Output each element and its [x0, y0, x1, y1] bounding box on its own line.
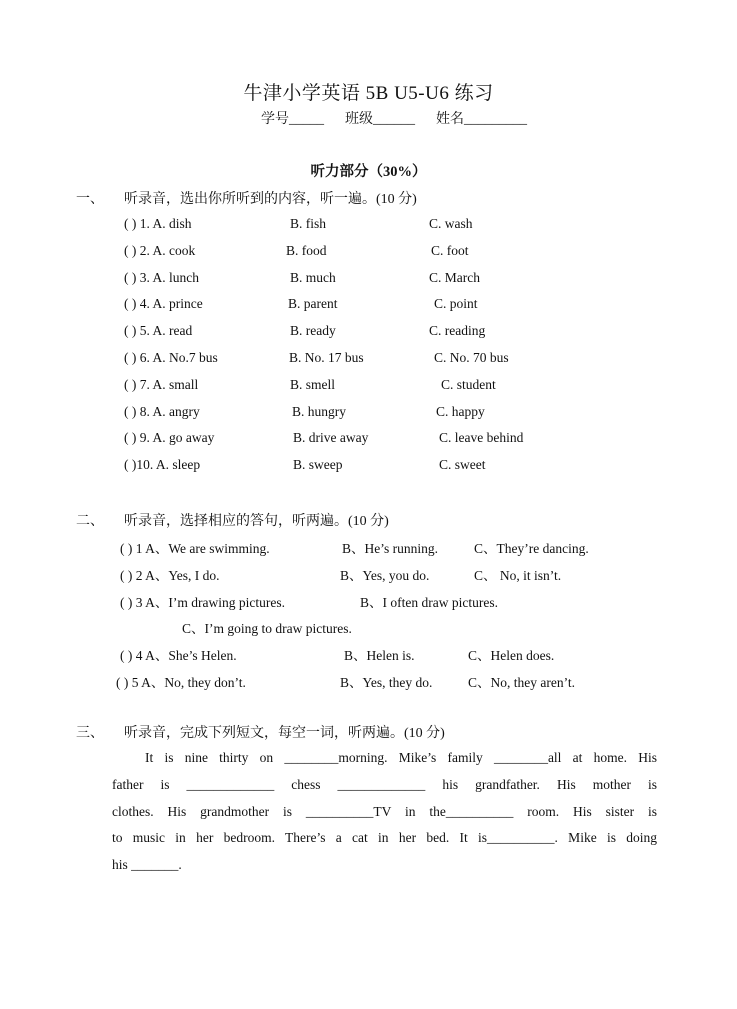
- question-option-c: C. wash: [429, 216, 473, 231]
- question-option-a: ( ) 3 A、I’m drawing pictures.: [120, 594, 285, 610]
- question-row: [0, 216, 737, 236]
- question-row: [0, 350, 737, 370]
- part3-instruction: 听录音，完成下列短文，每空一词，听两遍。(10 分): [124, 726, 445, 741]
- part3-number: 三、: [76, 726, 104, 741]
- passage-line: clothes. His grandmother is __________TV in the__________ room. His sister is: [112, 803, 657, 819]
- question-option-a: ( ) 7. A. small: [124, 376, 199, 392]
- question-option-c: C. leave behind: [439, 430, 524, 446]
- question-option-a: ( ) 9. A. go away: [124, 430, 215, 446]
- question-option-c: C. foot: [431, 242, 469, 258]
- question-option-b: B. No. 17 bus: [289, 350, 364, 365]
- question-row: [0, 404, 737, 424]
- question-option-b: B、He’s running.: [342, 541, 438, 556]
- question-option-a: ( ) 1. A. dish: [124, 216, 192, 231]
- question-option-c: C. point: [434, 296, 478, 312]
- question-option-c: C、 No, it isn’t.: [474, 567, 562, 583]
- question-option-c: C. No. 70 bus: [434, 350, 509, 365]
- question-option-a: ( ) 8. A. angry: [124, 403, 200, 419]
- name-field: 姓名_________: [436, 112, 527, 127]
- worksheet-title: 牛津小学英语 5B U5-U6 练习: [243, 83, 494, 104]
- question-row: [0, 430, 737, 450]
- question-row: [0, 591, 737, 611]
- question-row: [0, 457, 737, 477]
- question-option-b: B、Yes, they do.: [340, 675, 433, 690]
- part1-heading: [76, 188, 417, 208]
- question-row: [0, 377, 737, 397]
- question-option-b: B、I often draw pictures.: [360, 594, 498, 610]
- question-option-a: ( ) 5. A. read: [124, 323, 193, 339]
- question-option-c: C、No, they aren’t.: [468, 675, 575, 690]
- part2-heading: [76, 510, 389, 530]
- class-field: 班级______: [345, 112, 415, 127]
- cloze-passage: [112, 745, 657, 879]
- question-option-c: C、They’re dancing.: [474, 541, 589, 556]
- passage-line: his _______.: [112, 857, 182, 873]
- question-option-a: ( ) 2. A. cook: [124, 242, 196, 258]
- question-option-b: B. food: [286, 242, 327, 258]
- part1-instruction: 听录音，选出你所听到的内容，听一遍。(10 分): [124, 192, 417, 207]
- question-row: [0, 270, 737, 290]
- question-option-b: B. drive away: [293, 430, 369, 446]
- listening-section-title: 听力部分（30%）: [310, 164, 427, 180]
- question-option-b: B. parent: [288, 296, 338, 312]
- passage-line: father is _____________ chess _____________ his grandfather. His mother is: [112, 776, 657, 792]
- question-option-a: ( ) 1 A、We are swimming.: [120, 541, 270, 556]
- question-option-b: B、Helen is.: [344, 648, 415, 664]
- question-option-b: B. ready: [290, 323, 336, 339]
- question-option-a: ( ) 3. A. lunch: [124, 269, 199, 285]
- question-option-b: B. much: [290, 269, 336, 285]
- question-option-a: ( ) 4 A、She’s Helen.: [120, 648, 237, 664]
- question-row: [0, 617, 737, 637]
- question-option-c: C. March: [429, 269, 480, 285]
- question-option-b: B、Yes, you do.: [340, 567, 430, 583]
- question-option-b: B. smell: [290, 376, 336, 392]
- question-row: [0, 243, 737, 263]
- student-number-field: 学号_____: [261, 112, 324, 127]
- part3-heading: [76, 722, 445, 742]
- question-row: [0, 296, 737, 316]
- part2-number: 二、: [76, 514, 104, 529]
- question-row: [0, 564, 737, 584]
- question-option-b: B. sweep: [293, 457, 343, 473]
- question-row: [0, 323, 737, 343]
- question-option-c: C、Helen does.: [468, 648, 555, 664]
- part1-number: 一、: [76, 192, 104, 207]
- question-option-a: C、I’m going to draw pictures.: [182, 621, 352, 637]
- passage-line: It is nine thirty on ________morning. Mike’s family ________all at home. His: [145, 750, 657, 765]
- passage-line: to music in her bedroom. There’s a cat in her bed. It is__________. Mike is doing: [112, 830, 657, 846]
- question-row: [0, 644, 737, 664]
- question-option-b: B. fish: [290, 216, 327, 231]
- question-option-a: ( ) 4. A. prince: [124, 296, 203, 312]
- question-option-c: C. student: [441, 376, 496, 392]
- question-option-c: C. sweet: [439, 457, 486, 473]
- question-option-c: C. reading: [429, 323, 486, 339]
- question-option-a: ( ) 2 A、Yes, I do.: [120, 567, 220, 583]
- question-option-b: B. hungry: [292, 403, 346, 419]
- question-row: [0, 537, 737, 557]
- question-option-a: ( ) 6. A. No.7 bus: [124, 350, 218, 365]
- student-info: [261, 108, 527, 128]
- question-option-c: C. happy: [436, 403, 485, 419]
- part2-instruction: 听录音，选择相应的答句，听两遍。(10 分): [124, 514, 389, 529]
- question-option-a: ( )10. A. sleep: [124, 457, 201, 473]
- question-option-a: ( ) 5 A、No, they don’t.: [116, 675, 246, 690]
- question-row: [0, 671, 737, 691]
